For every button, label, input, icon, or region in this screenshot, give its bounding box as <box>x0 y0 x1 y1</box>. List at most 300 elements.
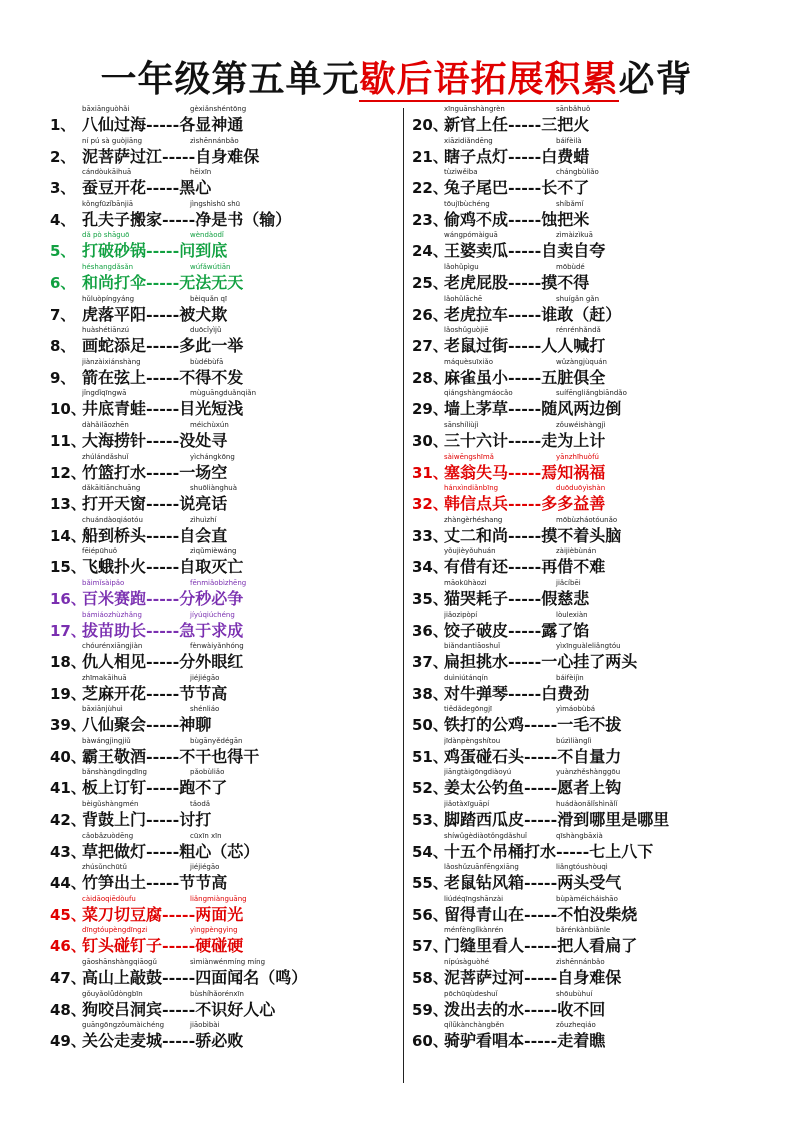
pinyin-second-part: hēixīn <box>190 168 212 177</box>
pinyin-second-part: chángbùliǎo <box>556 168 599 177</box>
proverb-item <box>412 199 762 231</box>
pinyin-line <box>82 958 402 967</box>
pinyin-first-part: cándòukāihuā <box>82 168 132 177</box>
right-column <box>412 104 762 1052</box>
proverb-item <box>50 294 402 326</box>
proverb-item <box>412 736 762 768</box>
pinyin-first-part: dàhǎilāozhēn <box>82 420 129 429</box>
pinyin-second-part: jiǎcíbēi <box>556 578 581 587</box>
proverb-number: 32、 <box>412 495 448 514</box>
pinyin-first-part: máquèsuīxiǎo <box>444 357 493 366</box>
proverb-item <box>412 578 762 610</box>
proverb-line <box>412 873 762 893</box>
pinyin-second-part: wúfǎwútiān <box>190 262 231 271</box>
pinyin-second-part: fènwàiyǎnhóng <box>190 642 244 651</box>
pinyin-second-part: zǒuwéishàngjì <box>556 420 606 429</box>
pinyin-line <box>82 642 402 651</box>
proverb-number: 35、 <box>412 589 448 608</box>
proverb-text: 老虎拉车-----谁敢（赶） <box>444 304 622 324</box>
proverb-line <box>50 368 402 388</box>
pinyin-second-part: zàijièbùnán <box>556 547 597 556</box>
proverb-line <box>412 905 762 925</box>
proverb-line <box>50 936 402 956</box>
proverb-text: 大海捞针-----没处寻 <box>82 430 228 450</box>
proverb-number: 60、 <box>412 1032 448 1051</box>
pinyin-first-part: jiāngtàigōngdiàoyú <box>444 768 512 777</box>
pinyin-line <box>82 579 402 588</box>
proverb-line <box>50 621 402 641</box>
pinyin-second-part: yìxīnguàleliǎngtóu <box>556 642 621 651</box>
pinyin-first-part: huàshétiānzú <box>82 326 130 335</box>
proverb-item <box>412 799 762 831</box>
proverb-item <box>50 673 402 705</box>
pinyin-first-part: bǎnshàngdìngdīng <box>82 768 147 777</box>
proverb-text: 画蛇添足-----多此一举 <box>82 336 244 356</box>
proverb-item <box>412 831 762 863</box>
proverb-line <box>50 968 402 988</box>
proverb-text: 墙上茅草-----随风两边倒 <box>444 399 622 419</box>
proverb-number: 48、 <box>50 1000 86 1019</box>
pinyin-line <box>82 832 402 841</box>
pinyin-first-part: wángpómàiguā <box>444 231 498 240</box>
pinyin-line <box>82 926 402 935</box>
proverb-number: 17、 <box>50 621 86 640</box>
proverb-number: 47、 <box>50 969 86 988</box>
proverb-number: 59、 <box>412 1000 448 1019</box>
proverb-line <box>50 336 402 356</box>
proverb-number: 45、 <box>50 905 86 924</box>
pinyin-second-part: shuōliànghuà <box>190 484 238 493</box>
pinyin-first-part: qílǘkànchàngběn <box>444 1021 505 1030</box>
proverb-item <box>50 420 402 452</box>
proverb-number: 9、 <box>50 368 76 387</box>
proverb-line <box>412 936 762 956</box>
proverb-text: 新官上任-----三把火 <box>444 115 590 134</box>
pinyin-line <box>82 137 402 146</box>
proverb-line <box>412 273 762 293</box>
proverb-number: 21、 <box>412 147 448 166</box>
proverb-text: 钉头碰钉子-----硬碰硬 <box>82 936 244 956</box>
pinyin-line <box>82 611 402 620</box>
pinyin-line <box>444 200 762 209</box>
proverb-number: 24、 <box>412 242 448 261</box>
pinyin-first-part: zhàngèrhéshang <box>444 515 503 524</box>
pinyin-line <box>444 1021 762 1030</box>
proverb-line <box>412 368 762 388</box>
pinyin-first-part: jiǎozipòpí <box>444 610 478 619</box>
proverb-text: 猫哭耗子-----假慈悲 <box>444 588 590 608</box>
proverb-number: 53、 <box>412 811 448 830</box>
proverb-line <box>50 526 402 546</box>
pinyin-second-part: sìmiànwénmíng míng <box>190 958 266 967</box>
pinyin-first-part: nípúsàguòhé <box>444 958 490 967</box>
proverb-line <box>412 778 762 798</box>
proverb-line <box>412 810 762 830</box>
pinyin-first-part: dǎkāitiānchuāng <box>82 484 141 493</box>
pinyin-line <box>444 326 762 335</box>
proverb-item <box>50 925 402 957</box>
proverb-item <box>50 262 402 294</box>
pinyin-line <box>444 105 762 114</box>
proverb-item <box>50 894 402 926</box>
pinyin-second-part: bǎrénkànbiǎnle <box>556 926 611 935</box>
proverb-number: 22、 <box>412 179 448 198</box>
proverb-number: 39、 <box>50 716 86 735</box>
proverb-text: 井底青蛙-----目光短浅 <box>82 399 244 419</box>
proverb-number: 1、 <box>50 116 76 134</box>
proverb-number: 41、 <box>50 779 86 798</box>
pinyin-line <box>444 168 762 177</box>
pinyin-first-part: chuándàoqiáotóu <box>82 515 143 524</box>
proverb-number: 8、 <box>50 337 76 356</box>
proverb-item <box>50 989 402 1021</box>
pinyin-first-part: guāngōngzǒumàichéng <box>82 1021 165 1030</box>
proverb-line <box>50 241 402 261</box>
pinyin-line <box>82 231 402 240</box>
proverb-number: 15、 <box>50 558 86 577</box>
proverb-number: 56、 <box>412 905 448 924</box>
proverb-number: 10、 <box>50 400 86 419</box>
pinyin-line <box>444 295 762 304</box>
pinyin-second-part: yìchángkōng <box>190 452 235 461</box>
proverb-number: 51、 <box>412 747 448 766</box>
pinyin-first-part: sàiwēngshīmǎ <box>444 452 494 461</box>
pinyin-second-part: fēnmiǎobìzhēng <box>190 578 247 587</box>
proverb-item <box>50 483 402 515</box>
proverb-item <box>412 989 762 1021</box>
proverb-text: 高山上敲鼓-----四面闻名（鸣） <box>82 968 308 988</box>
proverb-text: 鸡蛋碰石头-----不自量力 <box>444 746 622 766</box>
proverb-line <box>412 336 762 356</box>
pinyin-second-part: mōbùzháotóunǎo <box>556 515 618 524</box>
proverb-item <box>50 957 402 989</box>
pinyin-second-part: jíyúqiúchéng <box>190 610 235 619</box>
proverb-text: 板上订钉-----跑不了 <box>82 778 228 798</box>
pinyin-line <box>82 674 402 683</box>
proverb-text: 韩信点兵-----多多益善 <box>444 494 606 514</box>
proverb-number: 49、 <box>50 1032 86 1051</box>
pinyin-line <box>444 990 762 999</box>
proverb-line <box>412 968 762 988</box>
pinyin-line <box>444 768 762 777</box>
proverb-number: 18、 <box>50 653 86 672</box>
proverb-text: 麻雀虽小-----五脏俱全 <box>444 367 606 387</box>
pinyin-line <box>444 895 762 904</box>
proverb-line <box>412 589 762 609</box>
pinyin-line <box>82 168 402 177</box>
proverb-number: 31、 <box>412 463 448 482</box>
proverb-number: 28、 <box>412 368 448 387</box>
proverb-text: 对牛弹琴-----白费劲 <box>444 683 590 703</box>
pinyin-second-part: jiāobìbài <box>190 1021 220 1030</box>
pinyin-first-part: qiángshàngmáocǎo <box>444 389 513 398</box>
proverb-text: 蚕豆开花-----黑心 <box>82 178 212 198</box>
pinyin-second-part: pǎobùliǎo <box>190 768 225 777</box>
proverb-number: 13、 <box>50 495 86 514</box>
proverb-text: 老虎屁股-----摸不得 <box>444 272 590 292</box>
pinyin-line <box>82 737 402 746</box>
pinyin-second-part: yānzhīhuòfú <box>556 452 599 461</box>
proverb-text: 菜刀切豆腐-----两面光 <box>82 904 244 924</box>
proverb-text: 铁打的公鸡-----一毛不拔 <box>444 715 622 735</box>
pinyin-first-part: pōchūqùdeshuǐ <box>444 989 498 998</box>
pinyin-line <box>444 926 762 935</box>
proverb-line <box>412 115 762 135</box>
pinyin-second-part: bùdébùfā <box>190 357 224 366</box>
proverb-text: 箭在弦上-----不得不发 <box>82 367 244 387</box>
proverb-item <box>412 610 762 642</box>
pinyin-line <box>444 263 762 272</box>
proverb-item <box>412 452 762 484</box>
pinyin-first-part: tōujībùchéng <box>444 199 490 208</box>
pinyin-line <box>82 263 402 272</box>
pinyin-line <box>444 579 762 588</box>
pinyin-first-part: gāoshānshàngqiāogǔ <box>82 958 157 967</box>
proverb-text: 船到桥头-----自会直 <box>82 525 228 545</box>
proverb-line <box>50 873 402 893</box>
proverb-number: 30、 <box>412 431 448 450</box>
pinyin-line <box>444 231 762 240</box>
proverb-line <box>412 399 762 419</box>
pinyin-second-part: jiéjiégāo <box>190 863 220 872</box>
pinyin-line <box>444 800 762 809</box>
proverb-item <box>50 546 402 578</box>
proverb-text: 草把做灯-----粗心（芯） <box>82 841 260 861</box>
pinyin-second-part: zǒuzheqiáo <box>556 1021 596 1030</box>
pinyin-second-part: bèiquǎn qī <box>190 294 227 303</box>
pinyin-line <box>82 484 402 493</box>
pinyin-second-part: cūxīn xīn <box>190 831 222 840</box>
proverb-item <box>50 325 402 357</box>
proverb-line <box>50 305 402 325</box>
proverb-line <box>50 810 402 830</box>
proverb-item <box>412 262 762 294</box>
proverb-text: 王婆卖瓜-----自卖自夸 <box>444 241 606 261</box>
pinyin-line <box>82 389 402 398</box>
pinyin-second-part: zìmàizìkuā <box>556 231 593 240</box>
proverb-line <box>50 399 402 419</box>
title-part-2-highlight: 歇后语拓展积累 <box>359 59 619 100</box>
proverb-line <box>412 684 762 704</box>
pinyin-second-part: bùgānyědégān <box>190 736 243 745</box>
proverb-item <box>50 167 402 199</box>
pinyin-line <box>82 200 402 209</box>
proverb-line <box>50 147 402 167</box>
proverb-item <box>412 546 762 578</box>
proverb-number: 55、 <box>412 874 448 893</box>
proverb-text: 十五个吊桶打水-----七上八下 <box>444 841 654 861</box>
pinyin-second-part: shuígǎn gǎn <box>556 294 600 303</box>
pinyin-line <box>82 516 402 525</box>
pinyin-second-part: zìshēnnánbǎo <box>190 136 239 145</box>
proverb-line <box>50 715 402 735</box>
pinyin-first-part: yǒujièyǒuhuán <box>444 547 496 556</box>
pinyin-first-part: kǒngfūzǐbānjiā <box>82 199 134 208</box>
proverb-text: 姜太公钓鱼-----愿者上钩 <box>444 778 622 798</box>
pinyin-second-part: tǎodǎ <box>190 800 211 809</box>
proverb-text: 打破砂锅-----问到底 <box>82 241 228 261</box>
proverb-text: 关公走麦城-----骄必败 <box>82 1031 244 1051</box>
pinyin-first-part: tiědǎdegōngjī <box>444 705 492 714</box>
title-part-1: 一年级第五单元 <box>100 59 360 100</box>
proverb-number: 6、 <box>50 273 76 292</box>
proverb-item <box>50 610 402 642</box>
pinyin-line <box>82 990 402 999</box>
pinyin-second-part: bùshíhǎorénxīn <box>190 989 244 998</box>
title-part-3: 必背 <box>618 59 693 100</box>
pinyin-line <box>82 295 402 304</box>
pinyin-line <box>82 326 402 335</box>
proverb-text: 泼出去的水-----收不回 <box>444 999 606 1019</box>
proverb-line <box>412 431 762 451</box>
pinyin-first-part: duìniútánqín <box>444 673 488 682</box>
proverb-number: 4、 <box>50 210 76 229</box>
pinyin-line <box>444 358 762 367</box>
pinyin-second-part: jìngshìshū shū <box>190 199 241 208</box>
pinyin-line <box>444 832 762 841</box>
pinyin-line <box>444 642 762 651</box>
pinyin-line <box>82 768 402 777</box>
pinyin-line <box>444 547 762 556</box>
proverb-text: 脚踏西瓜皮-----滑到哪里是哪里 <box>444 810 670 830</box>
proverb-item <box>50 1020 402 1052</box>
proverb-number: 26、 <box>412 305 448 324</box>
proverb-item <box>412 230 762 262</box>
pinyin-second-part: jiéjiégāo <box>190 673 220 682</box>
proverb-text: 丈二和尚-----摸不着头脑 <box>444 525 622 545</box>
pinyin-line <box>82 705 402 714</box>
pinyin-first-part: bāxiānjùhuì <box>82 705 123 714</box>
proverb-number: 5、 <box>50 242 76 261</box>
proverb-item <box>412 325 762 357</box>
proverb-item <box>50 767 402 799</box>
proverb-number: 16、 <box>50 589 86 608</box>
pinyin-first-part: hánxìndiǎnbīng <box>444 484 499 493</box>
proverb-item <box>412 357 762 389</box>
pinyin-first-part: shíwǔgèdiàotǒngdǎshuǐ <box>444 831 528 840</box>
proverb-number: 54、 <box>412 842 448 861</box>
pinyin-second-part: zìshēnnánbǎo <box>556 958 605 967</box>
pinyin-first-part: cǎobǎzuòdēng <box>82 831 134 840</box>
proverb-line <box>412 494 762 514</box>
pinyin-first-part: dīngtóupèngdīngzi <box>82 926 148 935</box>
pinyin-first-part: jiǎotàxīguāpí <box>444 800 490 809</box>
proverb-item <box>50 704 402 736</box>
page-title <box>0 58 793 102</box>
proverb-text: 霸王敬酒-----不干也得干 <box>82 746 260 766</box>
proverb-text: 拔苗助长-----急于求成 <box>82 620 244 640</box>
pinyin-first-part: xiāzidiǎndēng <box>444 136 493 145</box>
proverb-item <box>50 799 402 831</box>
proverb-text: 竹篮打水-----一场空 <box>82 462 228 482</box>
pinyin-line <box>82 358 402 367</box>
proverb-item <box>412 483 762 515</box>
proverb-line <box>50 273 402 293</box>
proverb-text: 塞翁失马-----焉知祸福 <box>444 462 606 482</box>
pinyin-first-part: zhúsǔnchūtǔ <box>82 863 127 872</box>
proverb-text: 背鼓上门-----讨打 <box>82 810 212 830</box>
pinyin-second-part: gèxiǎnshéntōng <box>190 105 247 113</box>
pinyin-line <box>82 895 402 904</box>
proverb-number: 29、 <box>412 400 448 419</box>
pinyin-second-part: búzìliànglì <box>556 736 592 745</box>
proverb-item <box>50 388 402 420</box>
proverb-text: 虎落平阳-----被犬欺 <box>82 304 228 324</box>
pinyin-second-part: huádàonǎlǐshìnǎlǐ <box>556 800 618 809</box>
proverb-text: 八仙过海-----各显神通 <box>82 115 244 134</box>
proverb-line <box>412 747 762 767</box>
proverb-text: 仇人相见-----分外眼红 <box>82 652 244 672</box>
proverb-text: 飞蛾扑火-----自取灭亡 <box>82 557 244 577</box>
proverb-item <box>412 294 762 326</box>
pinyin-second-part: shōubùhuí <box>556 989 593 998</box>
pinyin-second-part: mùguāngduǎnqiǎn <box>190 389 257 398</box>
pinyin-second-part: báifèilà <box>556 136 582 145</box>
proverb-text: 兔子尾巴-----长不了 <box>444 178 590 198</box>
proverb-line <box>412 1000 762 1020</box>
column-divider <box>403 108 404 1083</box>
proverb-item <box>50 578 402 610</box>
pinyin-first-part: lǎohǔpìgu <box>444 262 479 271</box>
proverb-text: 三十六计-----走为上计 <box>444 430 606 450</box>
proverb-text: 老鼠过街-----人人喊打 <box>444 336 606 356</box>
proverb-number: 43、 <box>50 842 86 861</box>
pinyin-first-part: bámiáozhùzhǎng <box>82 610 142 619</box>
pinyin-second-part: bùpàméicháishāo <box>556 894 618 903</box>
pinyin-second-part: suífēngliǎngbiāndǎo <box>556 389 627 398</box>
proverb-text: 八仙聚会-----神聊 <box>82 715 212 735</box>
proverb-item <box>50 641 402 673</box>
proverb-line <box>50 1000 402 1020</box>
pinyin-second-part: méichùxún <box>190 420 229 429</box>
pinyin-second-part: shénliáo <box>190 705 220 714</box>
pinyin-line <box>444 863 762 872</box>
pinyin-first-part: hǔluòpíngyáng <box>82 294 135 303</box>
proverb-number: 2、 <box>50 147 76 166</box>
proverb-line <box>50 557 402 577</box>
proverb-text: 扁担挑水-----一心挂了两头 <box>444 652 638 672</box>
proverb-number: 46、 <box>50 937 86 956</box>
pinyin-first-part: fēiépūhuǒ <box>82 547 118 556</box>
proverb-item <box>50 862 402 894</box>
pinyin-second-part: wèndàodǐ <box>190 231 224 240</box>
proverb-line <box>50 178 402 198</box>
pinyin-first-part: càidāoqiēdòufu <box>82 894 136 903</box>
proverb-text: 芝麻开花-----节节高 <box>82 683 228 703</box>
proverb-text: 泥菩萨过河-----自身难保 <box>444 968 622 988</box>
proverb-line <box>50 494 402 514</box>
proverb-number: 58、 <box>412 969 448 988</box>
proverb-number: 19、 <box>50 684 86 703</box>
pinyin-first-part: gǒuyǎolǚdòngbīn <box>82 989 143 998</box>
proverb-item <box>50 736 402 768</box>
proverb-line <box>412 147 762 167</box>
pinyin-line <box>444 737 762 746</box>
proverb-item <box>412 673 762 705</box>
pinyin-second-part: qīshàngbāxià <box>556 831 603 840</box>
proverb-line <box>412 621 762 641</box>
proverb-line <box>412 652 762 672</box>
proverb-line <box>50 747 402 767</box>
proverb-text: 瞎子点灯-----白费蜡 <box>444 146 590 166</box>
proverb-text: 饺子破皮-----露了馅 <box>444 620 590 640</box>
proverb-item <box>50 452 402 484</box>
proverb-item <box>50 357 402 389</box>
proverb-item <box>412 925 762 957</box>
proverb-number: 40、 <box>50 747 86 766</box>
proverb-number: 44、 <box>50 874 86 893</box>
proverb-item <box>412 1020 762 1052</box>
